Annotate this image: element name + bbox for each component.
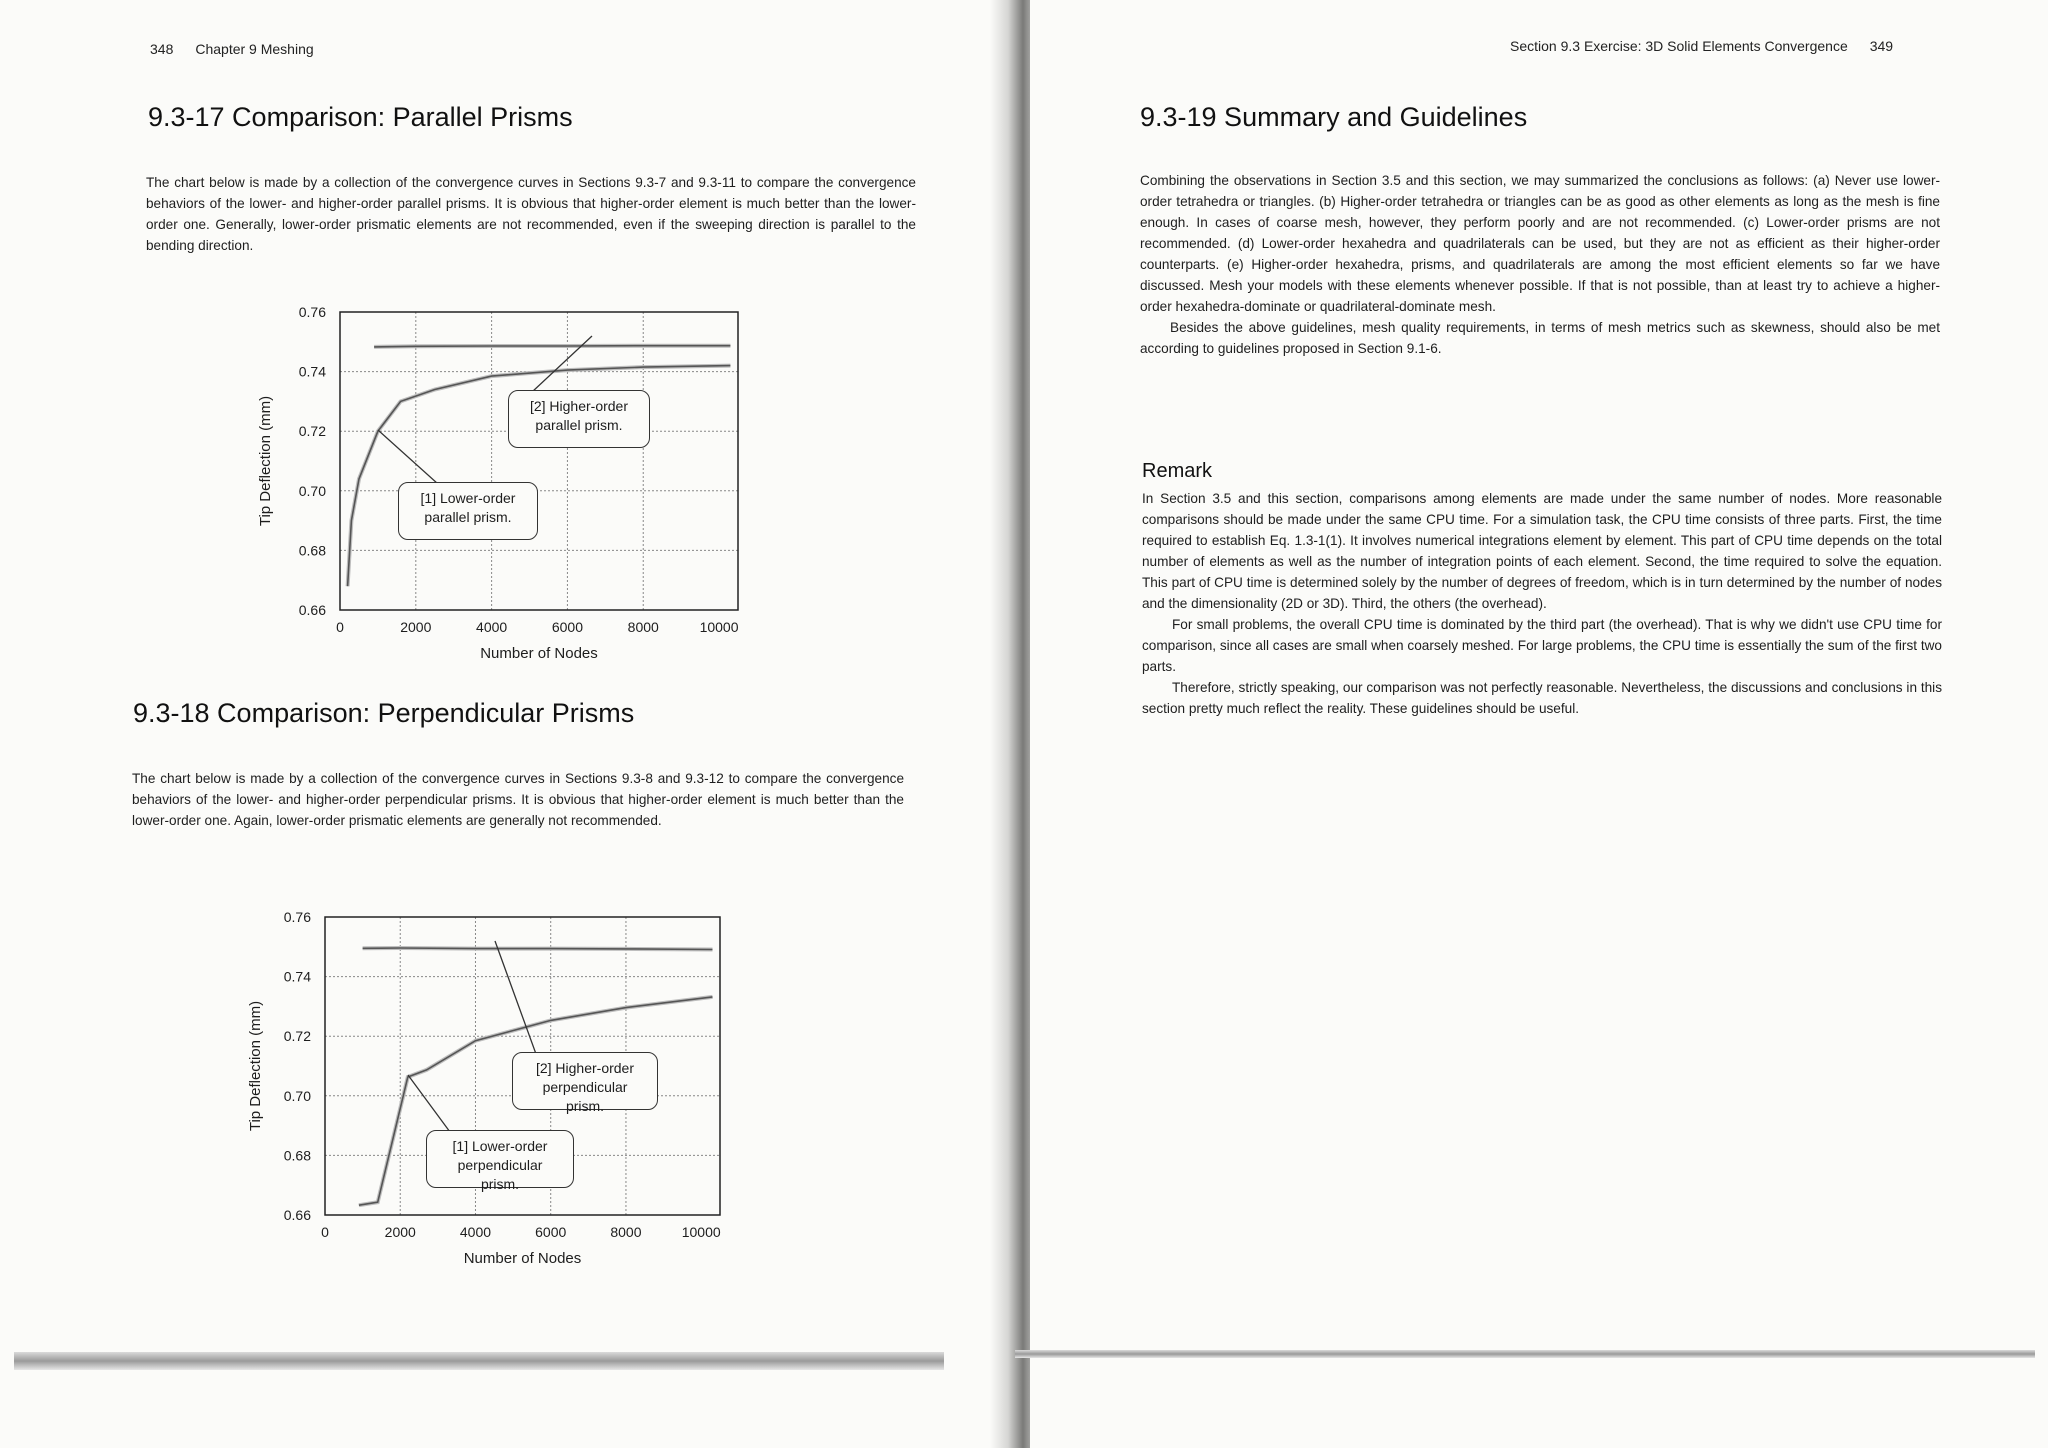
section-17-paragraph: The chart below is made by a collection of the convergence curves in Sections 9.3-7 and 9.3-11 to compare the convergence behaviors of the lower- and higher-order parallel prisms. It is obvious that higher-order element is much better than the lower-order one. Generally, lower-order prismatic elements are not recommended, even if the sweeping direction is parallel to the bending direction. — [146, 175, 916, 253]
y-tick-label: 0.76 — [298, 304, 326, 320]
x-tick-label: 4000 — [459, 1224, 492, 1240]
section-17-title: 9.3-17 Comparison: Parallel Prisms — [148, 102, 573, 132]
x-tick-label: 0 — [336, 619, 344, 635]
remark-title: Remark — [1142, 460, 1213, 482]
callout-higher-order-parallel-line2: parallel prism. — [535, 417, 623, 433]
callout-lower-order-parallel — [398, 482, 538, 540]
x-tick-label: 10000 — [681, 1224, 721, 1240]
y-axis-label: Tip Deflection (mm) — [257, 395, 274, 527]
x-axis-label: Number of Nodes — [463, 1250, 582, 1267]
callout-lower-order-perpendicular — [426, 1130, 574, 1192]
right-page — [1030, 0, 2048, 1448]
y-tick-label: 0.76 — [283, 909, 311, 925]
summary-title: 9.3-19 Summary and Guidelines — [1140, 102, 1528, 132]
y-tick-label: 0.72 — [283, 1028, 311, 1045]
callout-higher-order-parallel — [508, 390, 650, 448]
section-18-paragraph: The chart below is made by a collection of the convergence curves in Sections 9.3-8 and 9.3-12 to compare the convergence behaviors of the lower- and higher-order perpendicular prisms. It is obvious that higher-order element is much better than the lower-order one. Again, lower-order prismatic elements are generally not recommended. — [132, 771, 904, 828]
y-tick-label: 0.68 — [283, 1147, 311, 1164]
chart-perpendicular-prisms — [240, 897, 760, 1282]
section-17-body — [146, 172, 916, 256]
y-tick-label: 0.70 — [298, 482, 326, 499]
callout-higher-order-perpendicular-line2: perpendicular prism. — [542, 1079, 628, 1114]
remark-body — [1142, 488, 1942, 719]
chart-perpendicular-prisms-svg — [240, 897, 760, 1282]
remark-paragraph-1: In Section 3.5 and this section, comparisons among elements are made under the same number of nodes. More reasonable comparisons should be made under the same CPU time. For a simulation task, the CPU time consists of three parts. First, the time required to establish Eq. 1.3-1(1). It involves numerical integrations element by element. This part of CPU time depends on the total number of elements as well as the number of integration points of each element. Second, the time required to solve the equation. This part of CPU time is determined solely by the number of degrees of freedom, which is in turn determined by the number of nodes and the dimensionality (2D or 3D). Third, the others (the overhead). — [1142, 491, 1942, 611]
right-page-number: 349 — [1869, 38, 1894, 54]
left-page-number: 348 — [150, 41, 174, 57]
y-axis-label: Tip Deflection (mm) — [247, 1000, 264, 1132]
callout-lower-order-perpendicular-line1: [1] Lower-order — [452, 1138, 548, 1154]
x-tick-label: 8000 — [610, 1224, 642, 1240]
left-running-head — [150, 41, 314, 57]
callout-pointer-2 — [408, 1075, 472, 1132]
chart-parallel-prisms — [250, 292, 770, 672]
page-bottom-shadow-left — [14, 1352, 944, 1370]
x-tick-label: 8000 — [627, 619, 659, 635]
right-section-title: Section 9.3 Exercise: 3D Solid Elements Convergence — [1510, 38, 1848, 54]
y-tick-label: 0.66 — [283, 1207, 311, 1223]
remark-paragraph-2: For small problems, the overall CPU time is dominated by the third part (the overhead). That is why we didn't use CPU time for comparison, since all cases are small when coarsely meshed. For large problems, the CPU time is essentially the sum of the first two parts. — [1142, 617, 1942, 674]
section-18-title: 9.3-18 Comparison: Perpendicular Prisms — [133, 698, 635, 728]
y-tick-label: 0.70 — [283, 1087, 311, 1104]
y-tick-label: 0.74 — [298, 363, 326, 380]
x-axis-label: Number of Nodes — [480, 645, 598, 662]
callout-lower-order-parallel-line1: [1] Lower-order — [420, 490, 516, 506]
summary-body — [1140, 170, 1940, 359]
y-tick-label: 0.66 — [298, 602, 326, 618]
x-tick-label: 2000 — [384, 1224, 416, 1240]
page-bottom-shadow-right — [1015, 1350, 2035, 1358]
right-running-head — [1510, 38, 1893, 54]
remark-paragraph-3: Therefore, strictly speaking, our comparison was not perfectly reasonable. Nevertheless, the discussions and conclusions in this section pretty much reflect the reality. These guidelines should be useful. — [1142, 680, 1942, 716]
left-chapter-title: Chapter 9 Meshing — [195, 41, 314, 57]
callout-lower-order-perpendicular-line2: perpendicular prism. — [457, 1157, 543, 1192]
x-tick-label: 0 — [321, 1224, 329, 1240]
x-tick-label: 10000 — [699, 619, 739, 635]
summary-paragraph-1: Combining the observations in Section 3.5 and this section, we may summarized the conclusions as follows: (a) Never use lower-order tetrahedra or triangles. (b) Higher-order tetrahedra or triangles can be as good as other elements as long as the mesh is fine enough. In cases of coarse mesh, however, they perform poorly and are not recommended. (c) Lower-order prisms are not recommended. (d) Lower-order hexahedra and quadrilaterals can be used, but they are not as efficient as their higher-order counterparts. (e) Higher-order hexahedra, prisms, and quadrilaterals are among the most efficient elements so far we have discussed. Mesh your models with these elements whenever possible. If that is not possible, than at least try to achieve a higher-order hexahedra-dominate or quadrilateral-dominate mesh. — [1140, 173, 1940, 314]
y-tick-label: 0.68 — [298, 542, 326, 559]
callout-pointer-1 — [495, 941, 558, 1054]
plot-frame — [340, 312, 738, 610]
callout-higher-order-perpendicular — [512, 1052, 658, 1114]
left-page — [0, 0, 1000, 1448]
x-tick-label: 4000 — [476, 619, 508, 635]
x-tick-label: 6000 — [535, 1224, 567, 1240]
callout-pointer-2 — [378, 430, 458, 484]
callout-higher-order-perpendicular-line1: [2] Higher-order — [535, 1060, 635, 1076]
y-tick-label: 0.74 — [283, 968, 311, 985]
y-tick-label: 0.72 — [298, 423, 326, 440]
summary-paragraph-2: Besides the above guidelines, mesh quality requirements, in terms of mesh metrics such as skewness, should also be met according to guidelines proposed in Section 9.1-6. — [1140, 320, 1940, 356]
x-tick-label: 2000 — [400, 619, 432, 635]
callout-higher-order-parallel-line1: [2] Higher-order — [529, 398, 629, 414]
section-18-body — [132, 768, 904, 831]
x-tick-label: 6000 — [551, 619, 584, 635]
callout-lower-order-parallel-line2: parallel prism. — [424, 509, 512, 525]
